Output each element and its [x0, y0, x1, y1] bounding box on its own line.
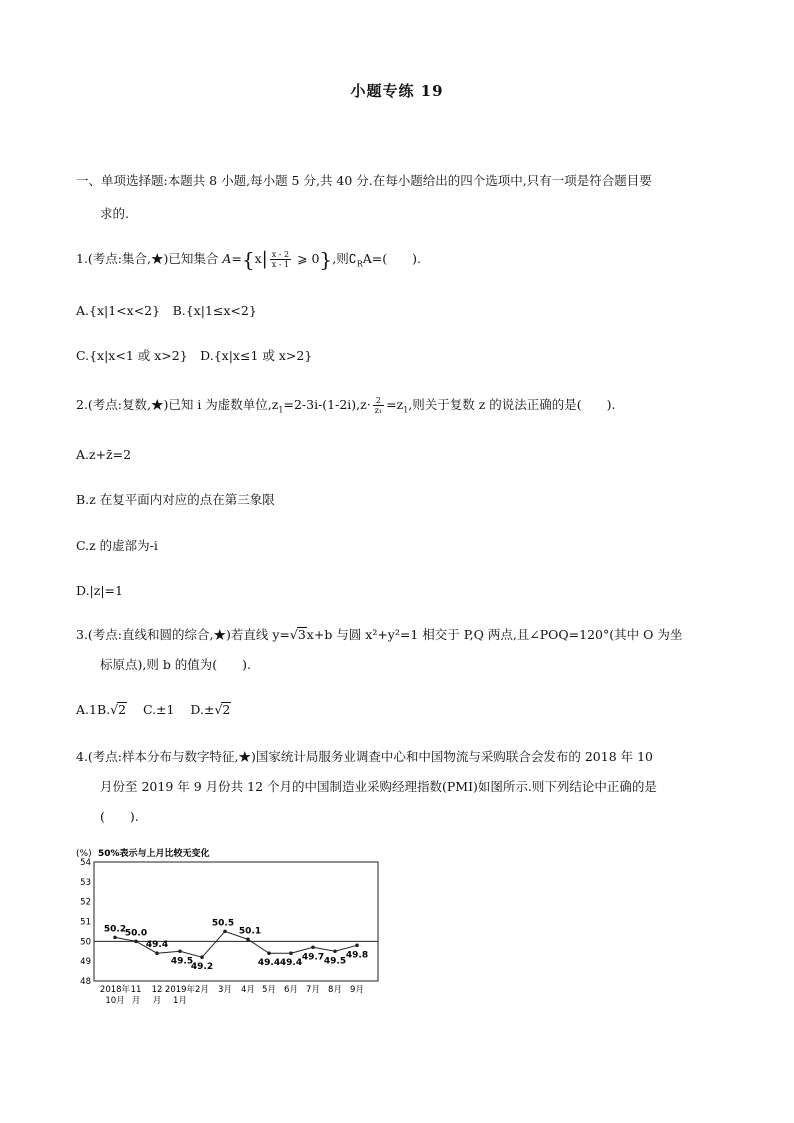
x-tick-label: 2019年 — [164, 985, 196, 995]
question-3-line1: 3.(考点:直线和圆的综合,★)若直线 y=√3x+b 与圆 x²+y²=1 相交于 P,Q 两点,且∠POQ=120°(其中 O 为坐 — [76, 627, 683, 642]
x-tick-label: 2018年 — [99, 985, 131, 995]
data-label: 50.5 — [211, 918, 235, 929]
q2-text-b: =2-3i-(1-2i),z· — [283, 397, 371, 412]
data-point — [355, 944, 359, 948]
data-label: 50.2 — [103, 924, 127, 935]
y-tick-label: 52 — [80, 897, 91, 908]
q1-set-name: A — [222, 251, 232, 266]
q3-option-d-sqrt: 2 — [222, 702, 231, 717]
x-tick-label-sub: 1月 — [173, 996, 187, 1006]
chart-title: 50%表示与上月比较无变化 — [98, 849, 210, 859]
q3-option-b: B. — [96, 702, 111, 717]
q1-fraction: $\frac{x - 2}{x - 1}$ — [271, 250, 290, 269]
q2-text-d: ,则关于复数 z 的说法正确的是( ). — [408, 397, 616, 412]
y-tick-label: 48 — [80, 977, 91, 987]
data-label: 49.2 — [190, 962, 214, 973]
x-tick-label: 3月 — [218, 985, 232, 995]
q2-option-b: B.z 在复平面内对应的点在第三象限 — [76, 492, 275, 507]
question-3-line2: 标原点),则 b 的值为( ). — [100, 657, 252, 672]
y-tick-label: 51 — [80, 917, 91, 928]
data-point — [223, 930, 227, 934]
q2-fraction: $\frac{2}{\text{z₁}}$ — [374, 396, 383, 415]
q2-sub2: 1 — [403, 405, 409, 415]
q3-text-b: x+b 与圆 x²+y²=1 相交于 P,Q 两点,且∠POQ=120°(其中 O 为坐 — [306, 627, 683, 642]
q1-suffix-sub: R — [356, 259, 363, 269]
data-point — [155, 951, 159, 955]
q1-options-cd: C.{x|x<1 或 x>2} D.{x|x≤1 或 x>2} — [76, 348, 313, 363]
data-point — [246, 938, 250, 942]
data-label: 49.5 — [323, 956, 347, 967]
question-4-line2: 月份至 2019 年 9 月份共 12 个月的中国制造业采购经理指数(PMI)如图所示.则下列结论中正确的是 — [100, 779, 657, 794]
pmi-line-chart — [70, 845, 390, 1015]
q2-text-c: =z — [386, 397, 404, 412]
q3-option-a: A.1 — [76, 702, 97, 717]
question-4-line3: ( ). — [100, 809, 139, 824]
y-tick-label: 54 — [80, 858, 91, 868]
q3-text-a: 3.(考点:直线和圆的综合,★)若直线 y= — [76, 627, 290, 642]
question-2 — [76, 396, 616, 420]
data-label: 49.4 — [257, 958, 281, 969]
q1-prefix: 1.(考点:集合,★)已知集合 — [76, 251, 223, 266]
data-point — [178, 949, 182, 953]
x-tick-label: 12 — [151, 985, 163, 995]
question-4-line1: 4.(考点:样本分布与数字特征,★)国家统计局服务业调查中心和中国物流与采购联合会发布的 2018 年 10 — [76, 749, 654, 764]
x-tick-label: 9月 — [350, 985, 364, 995]
x-tick-label: 5月 — [262, 985, 276, 995]
x-tick-label-sub: 月 — [131, 996, 141, 1006]
x-tick-label-sub: 月 — [152, 996, 162, 1006]
q1-var: x — [254, 251, 262, 266]
section-heading-line2: 求的. — [100, 206, 129, 221]
data-label: 49.5 — [170, 956, 194, 967]
page-title: 小题专练 19 — [350, 82, 444, 100]
data-point — [113, 936, 117, 940]
y-tick-label: 49 — [80, 957, 91, 968]
y-tick-label: 50 — [80, 937, 91, 948]
data-label: 49.8 — [345, 950, 369, 961]
q3-options: A.1B.√2 C.±1 D.±√2 — [76, 702, 231, 717]
q3-option-d: D.± — [190, 702, 215, 717]
data-label: 49.4 — [279, 958, 303, 969]
q1-options-ab: A.{x|1<x<2} B.{x|1≤x<2} — [76, 303, 257, 318]
q3-option-b-sqrt: 2 — [118, 702, 127, 717]
x-tick-label: 11 — [130, 985, 142, 995]
chart-ylabel: (%) — [76, 849, 92, 859]
x-tick-label: 2月 — [195, 985, 209, 995]
x-tick-label: 4月 — [241, 985, 255, 995]
data-label: 50.1 — [238, 926, 262, 937]
data-point — [289, 951, 293, 955]
data-label: 49.7 — [301, 952, 325, 963]
q1-relation: ⩾ 0 — [297, 251, 320, 266]
data-point — [134, 940, 138, 944]
x-tick-label: 7月 — [306, 985, 320, 995]
q1-suffix-a: ,则∁ — [332, 251, 357, 266]
data-label: 49.4 — [145, 940, 169, 951]
y-tick-label: 53 — [80, 877, 91, 888]
data-point — [200, 955, 204, 959]
section-heading-line1: 一、单项选择题:本题共 8 小题,每小题 5 分,共 40 分.在每小题给出的四个选项中,只有一项是符合题目要 — [76, 173, 652, 188]
x-tick-label-sub: 10月 — [105, 996, 125, 1006]
x-tick-label: 8月 — [328, 985, 342, 995]
q2-option-d: D.|z|=1 — [76, 583, 123, 598]
question-1: 1.(考点:集合,★)已知集合 A={x| $\frac{x - 2}{x - 1}$ ⩾ 0},则$∁_RA=$( ). — [76, 247, 421, 272]
q2-sub1: 1 — [278, 405, 284, 415]
q2-text-a: 2.(考点:复数,★)已知 i 为虚数单位,z — [76, 397, 279, 412]
x-tick-label: 6月 — [284, 985, 298, 995]
data-label: 50.0 — [124, 928, 148, 939]
data-point — [333, 949, 337, 953]
data-point — [311, 945, 315, 949]
data-point — [267, 951, 271, 955]
q3-option-c: C.±1 — [142, 702, 175, 717]
q1-suffix-b: A=( ). — [362, 251, 421, 266]
q3-sqrt: 3 — [297, 627, 306, 642]
q2-option-a: A.z+z̄=2 — [76, 447, 132, 462]
q2-option-c: C.z 的虚部为-i — [76, 538, 158, 553]
q1-eq: = — [231, 251, 242, 266]
